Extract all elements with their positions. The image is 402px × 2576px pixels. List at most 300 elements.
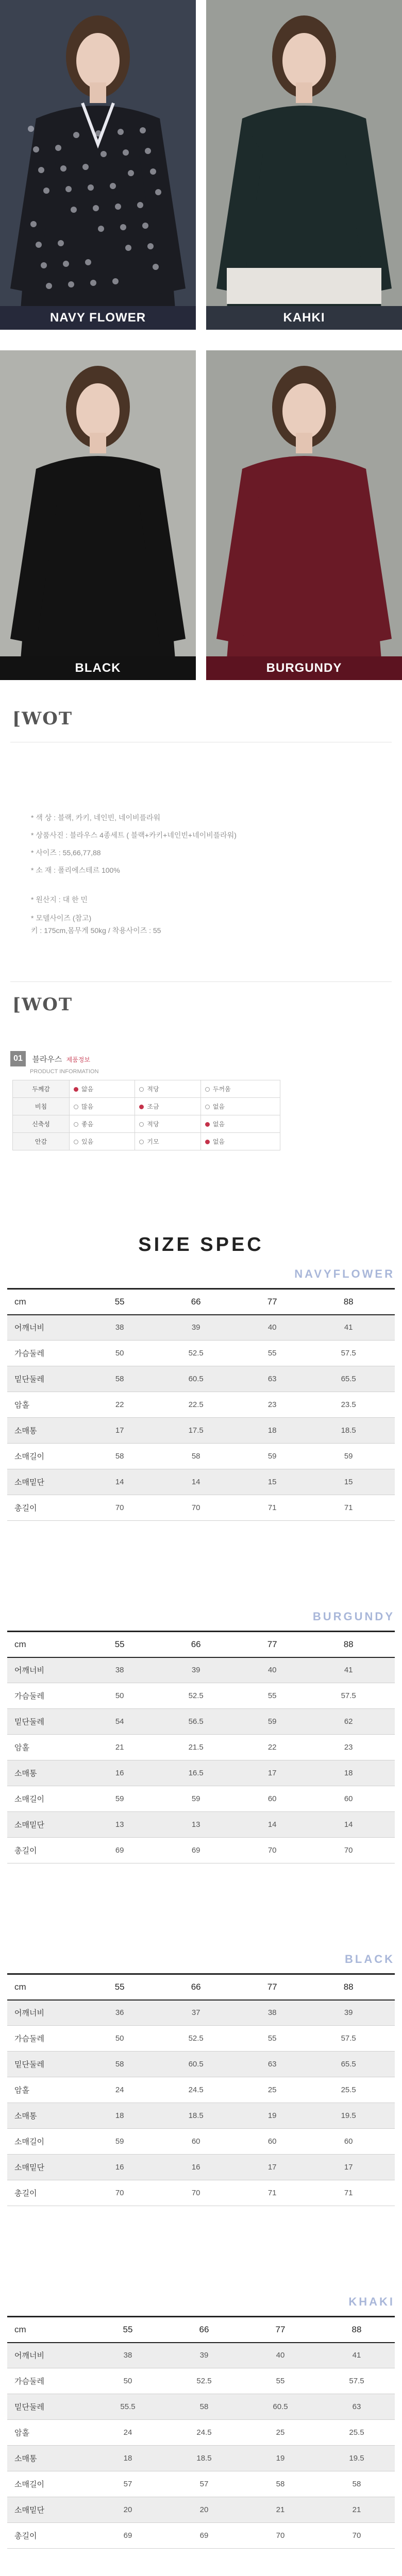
- size-cell: 41: [302, 1657, 395, 1683]
- size-row: [7, 2368, 395, 2394]
- size-cell: 암홀: [7, 2420, 90, 2446]
- dot-icon: [205, 1087, 210, 1092]
- size-cell: 38: [90, 1657, 149, 1683]
- size-cell: 22: [242, 1735, 302, 1760]
- size-cell: 41: [319, 2343, 395, 2368]
- size-cell: 60.5: [149, 1366, 242, 1392]
- color-photo-burgundy: [206, 350, 402, 680]
- option-label: 조금: [147, 1103, 159, 1110]
- size-cell: 소매통: [7, 2446, 90, 2471]
- size-cell: 59: [302, 1444, 395, 1469]
- size-row: [7, 1341, 395, 1366]
- property-label: 두께감: [13, 1080, 70, 1098]
- size-cell: 57.5: [319, 2368, 395, 2394]
- size-cell: 18: [242, 1418, 302, 1444]
- size-row: [7, 1786, 395, 1812]
- size-cell: 59: [90, 2129, 149, 2155]
- size-cell: 소매통: [7, 1760, 90, 1786]
- size-cell: 24: [90, 2420, 166, 2446]
- size-cell: 21.5: [149, 1735, 242, 1760]
- neck-shape: [296, 433, 312, 453]
- color-label: BURGUNDY: [206, 656, 402, 680]
- size-cell: 24.5: [166, 2420, 242, 2446]
- size-cell: 40: [242, 2343, 319, 2368]
- size-cell: 21: [90, 1735, 149, 1760]
- size-header-cell: 55: [90, 1289, 149, 1315]
- size-cell: 밑단둘레: [7, 2052, 90, 2077]
- divider: [10, 981, 392, 982]
- flower-print-dot: [58, 240, 64, 246]
- size-cell: 밑단둘레: [7, 2394, 90, 2420]
- size-cell: 63: [242, 2052, 302, 2077]
- size-cell: 65.5: [302, 1366, 395, 1392]
- size-cell: 54: [90, 1709, 149, 1735]
- flower-print-dot: [71, 207, 77, 213]
- size-cell: 18.5: [149, 2103, 242, 2129]
- size-cell: 25.5: [302, 2077, 395, 2103]
- size-cell: 58: [90, 1444, 149, 1469]
- size-cell: 17: [242, 1760, 302, 1786]
- flower-print-dot: [36, 242, 42, 248]
- model-illustration: [206, 350, 402, 680]
- property-option: [70, 1080, 135, 1098]
- size-cell: 14: [90, 1469, 149, 1495]
- flower-print-dot: [30, 221, 37, 227]
- size-cell: 50: [90, 2026, 149, 2052]
- size-cell: 57: [166, 2471, 242, 2497]
- size-cell: 소매밑단: [7, 1812, 90, 1838]
- size-cell: 23: [242, 1392, 302, 1418]
- flower-print-dot: [140, 127, 146, 133]
- size-cell: 가슴둘레: [7, 2368, 90, 2394]
- size-cell: 39: [149, 1315, 242, 1341]
- size-row: [7, 2026, 395, 2052]
- size-cell: 69: [90, 2523, 166, 2549]
- size-cell: 소매길이: [7, 2129, 90, 2155]
- size-row: [7, 2103, 395, 2129]
- size-cell: 밑단둘레: [7, 1709, 90, 1735]
- property-option: [70, 1115, 135, 1133]
- neck-shape: [90, 82, 106, 103]
- option-label: 두꺼움: [212, 1086, 231, 1093]
- flower-print-dot: [125, 245, 131, 251]
- flower-print-dot: [46, 283, 52, 289]
- size-spec-title: SIZE SPEC: [138, 1234, 264, 1256]
- size-row: [7, 2000, 395, 2026]
- flower-print-dot: [115, 204, 121, 210]
- color-label: KAHKI: [206, 306, 402, 330]
- size-cell: 59: [242, 1709, 302, 1735]
- size-cell: 가슴둘레: [7, 1341, 90, 1366]
- flower-print-dot: [137, 202, 143, 208]
- size-cell: 13: [149, 1812, 242, 1838]
- flower-print-dot: [118, 129, 124, 135]
- model-illustration: [206, 0, 402, 330]
- size-cell: 52.5: [149, 1683, 242, 1709]
- size-header-cell: 66: [166, 2317, 242, 2343]
- size-cell: 어깨너비: [7, 2000, 90, 2026]
- property-option: [200, 1080, 280, 1098]
- size-header-cell: 66: [149, 1632, 242, 1657]
- option-label: 있음: [81, 1138, 94, 1145]
- size-cell: 71: [302, 1495, 395, 1521]
- option-label: 기모: [147, 1138, 159, 1145]
- size-cell: 25: [242, 2420, 319, 2446]
- size-cell: 20: [166, 2497, 242, 2523]
- size-row: [7, 1657, 395, 1683]
- size-cell: 38: [90, 1315, 149, 1341]
- property-option: [135, 1098, 200, 1115]
- size-cell: 39: [302, 2000, 395, 2026]
- size-cell: 70: [302, 1838, 395, 1863]
- size-cell: 39: [166, 2343, 242, 2368]
- flower-print-dot: [155, 189, 161, 195]
- size-cell: 62: [302, 1709, 395, 1735]
- size-cell: 70: [90, 2180, 149, 2206]
- size-cell: 59: [90, 1786, 149, 1812]
- color-label: NAVY FLOWER: [0, 306, 196, 330]
- size-cell: 소매밑단: [7, 2155, 90, 2180]
- model-size-line: 키 : 175cm,몸무게 50kg / 착용사이즈 : 55: [31, 926, 161, 935]
- size-cell: 밑단둘레: [7, 1366, 90, 1392]
- size-cell: 70: [90, 1495, 149, 1521]
- size-cell: 60: [302, 1786, 395, 1812]
- flower-print-dot: [55, 145, 61, 151]
- origin-line: * 원산지 : 대 한 민: [31, 895, 88, 904]
- size-row: [7, 1392, 395, 1418]
- size-cell: 17: [242, 2155, 302, 2180]
- flower-print-dot: [98, 226, 104, 232]
- size-row: [7, 2129, 395, 2155]
- flower-print-dot: [90, 280, 96, 286]
- size-cell: 22: [90, 1392, 149, 1418]
- size-cell: 19: [242, 2103, 302, 2129]
- dot-icon: [139, 1087, 144, 1092]
- size-cell: 소매길이: [7, 1786, 90, 1812]
- option-label: 많음: [81, 1103, 94, 1110]
- fabric-line: * 소 재 : 폴리에스테르 100%: [31, 866, 120, 874]
- size-cell: 58: [166, 2394, 242, 2420]
- size-cell: 57: [90, 2471, 166, 2497]
- size-cell: 65.5: [302, 2052, 395, 2077]
- size-cell: 50: [90, 1341, 149, 1366]
- size-header-cell: 77: [242, 2317, 319, 2343]
- model-size-heading: * 모델사이즈 (참고): [31, 914, 92, 922]
- flower-print-dot: [73, 132, 79, 138]
- size-cell: 57.5: [302, 1683, 395, 1709]
- size-cell: 소매밑단: [7, 1469, 90, 1495]
- size-cell: 14: [149, 1469, 242, 1495]
- model-illustration: [0, 350, 196, 680]
- size-cell: 70: [149, 2180, 242, 2206]
- flower-print-dot: [63, 261, 69, 267]
- size-table: [7, 1288, 395, 1521]
- size-cell: 16: [90, 2155, 149, 2180]
- flower-print-dot: [128, 170, 134, 176]
- size-header-cell: 88: [302, 1632, 395, 1657]
- flower-print-dot: [100, 151, 107, 157]
- property-option: [135, 1133, 200, 1150]
- size-cell: 52.5: [149, 1341, 242, 1366]
- size-cell: 41: [302, 1315, 395, 1341]
- size-cell: 21: [242, 2497, 319, 2523]
- flower-print-dot: [82, 164, 89, 170]
- size-row: [7, 2446, 395, 2471]
- flower-print-dot: [41, 262, 47, 268]
- size-cell: 58: [319, 2471, 395, 2497]
- size-cell: 57.5: [302, 1341, 395, 1366]
- size-row: [7, 2471, 395, 2497]
- size-cell: 55: [242, 1683, 302, 1709]
- selected-dot-icon: [205, 1140, 210, 1144]
- size-header-cell: cm: [7, 1974, 90, 2000]
- size-cell: 70: [242, 1838, 302, 1863]
- fabric-property-table: [12, 1080, 280, 1150]
- property-row: [13, 1133, 280, 1150]
- brand-logo: [WOT: [12, 994, 73, 1015]
- brand-logo: [WOT: [12, 708, 73, 729]
- size-cell: 소매통: [7, 1418, 90, 1444]
- product-info-sub: 제품정보: [66, 1056, 90, 1063]
- color-hero-grid: [0, 0, 402, 680]
- size-cell: 52.5: [149, 2026, 242, 2052]
- size-cell: 17: [90, 1418, 149, 1444]
- size-row: [7, 2343, 395, 2368]
- size-cell: 71: [302, 2180, 395, 2206]
- size-cell: 69: [166, 2523, 242, 2549]
- size-table: [7, 2316, 395, 2549]
- size-cell: 55: [242, 2026, 302, 2052]
- size-cell: 암홀: [7, 2077, 90, 2103]
- size-cell: 21: [319, 2497, 395, 2523]
- dot-icon: [139, 1140, 144, 1144]
- size-row: [7, 1469, 395, 1495]
- flower-print-dot: [28, 126, 34, 132]
- flower-print-dot: [153, 264, 159, 270]
- size-row: [7, 1444, 395, 1469]
- flower-print-dot: [147, 243, 154, 249]
- size-row: [7, 1315, 395, 1341]
- layered-hem-shape: [227, 268, 381, 304]
- product-info-subtitle: PRODUCT INFORMATION: [30, 1069, 99, 1075]
- size-cell: 19.5: [302, 2103, 395, 2129]
- size-cell: 69: [149, 1838, 242, 1863]
- size-cell: 56.5: [149, 1709, 242, 1735]
- size-cell: 50: [90, 2368, 166, 2394]
- color-photo-kahki: [206, 0, 402, 330]
- size-cell: 58: [242, 2471, 319, 2497]
- flower-print-dot: [43, 188, 49, 194]
- size-cell: 25: [242, 2077, 302, 2103]
- size-cell: 40: [242, 1657, 302, 1683]
- size-header-cell: cm: [7, 2317, 90, 2343]
- size-cell: 60: [149, 2129, 242, 2155]
- size-header-cell: 66: [149, 1289, 242, 1315]
- size-cell: 18: [302, 1760, 395, 1786]
- size-cell: 가슴둘레: [7, 2026, 90, 2052]
- size-row: [7, 2497, 395, 2523]
- set-line: * 상품사진 : 블라우스 4종세트 ( 블랙+카키+네인빈+네이비플라워): [31, 831, 237, 839]
- size-cell: 71: [242, 1495, 302, 1521]
- product-info-panel: [10, 1051, 392, 1150]
- size-cell: 23: [302, 1735, 395, 1760]
- size-row: [7, 2420, 395, 2446]
- size-cell: 55.5: [90, 2394, 166, 2420]
- size-cell: 19.5: [319, 2446, 395, 2471]
- size-cell: 총길이: [7, 2523, 90, 2549]
- property-option: [200, 1115, 280, 1133]
- flower-print-dot: [150, 168, 156, 175]
- option-label: 없음: [212, 1138, 225, 1145]
- size-cell: 39: [149, 1657, 242, 1683]
- size-header-cell: 77: [242, 1632, 302, 1657]
- option-label: 좋음: [81, 1121, 94, 1128]
- neck-shape: [296, 82, 312, 103]
- size-cell: 가슴둘레: [7, 1683, 90, 1709]
- selected-dot-icon: [205, 1122, 210, 1127]
- size-row: [7, 1709, 395, 1735]
- size-header-cell: cm: [7, 1632, 90, 1657]
- size-header-cell: 77: [242, 1974, 302, 2000]
- size-cell: 71: [242, 2180, 302, 2206]
- size-header-cell: 88: [302, 1974, 395, 2000]
- flower-print-dot: [33, 146, 39, 152]
- dot-icon: [205, 1105, 210, 1109]
- option-label: 얇음: [81, 1086, 94, 1093]
- property-option: [135, 1080, 200, 1098]
- size-cell: 14: [302, 1812, 395, 1838]
- size-row: [7, 1418, 395, 1444]
- size-cell: 70: [242, 2523, 319, 2549]
- size-table-color-label: BLACK: [345, 1953, 395, 1965]
- size-cell: 18.5: [166, 2446, 242, 2471]
- size-cell: 60.5: [149, 2052, 242, 2077]
- size-cell: 17: [302, 2155, 395, 2180]
- size-cell: 24.5: [149, 2077, 242, 2103]
- flower-print-dot: [38, 167, 44, 173]
- size-header-cell: 88: [319, 2317, 395, 2343]
- size-cell: 63: [319, 2394, 395, 2420]
- size-cell: 15: [302, 1469, 395, 1495]
- size-cell: 22.5: [149, 1392, 242, 1418]
- size-cell: 총길이: [7, 2180, 90, 2206]
- property-option: [70, 1098, 135, 1115]
- dot-icon: [74, 1122, 78, 1127]
- size-cell: 55: [242, 1341, 302, 1366]
- flower-print-dot: [68, 281, 74, 287]
- option-label: 없음: [212, 1103, 225, 1110]
- size-cell: 14: [242, 1812, 302, 1838]
- size-header-cell: 66: [149, 1974, 242, 2000]
- size-table-color-label: BURGUNDY: [312, 1610, 395, 1623]
- size-cell: 총길이: [7, 1495, 90, 1521]
- product-name: 블라우스: [32, 1055, 62, 1064]
- size-row: [7, 1812, 395, 1838]
- size-cell: 50: [90, 1683, 149, 1709]
- flower-print-dot: [65, 186, 72, 192]
- model-illustration: [0, 0, 196, 330]
- size-cell: 63: [242, 1366, 302, 1392]
- size-header-cell: cm: [7, 1289, 90, 1315]
- property-option: [200, 1133, 280, 1150]
- size-cell: 어깨너비: [7, 2343, 90, 2368]
- dot-icon: [74, 1105, 78, 1109]
- color-label: BLACK: [0, 656, 196, 680]
- size-cell: 16: [90, 1760, 149, 1786]
- size-row: [7, 1838, 395, 1863]
- size-header-cell: 55: [90, 1974, 149, 2000]
- size-cell: 18.5: [302, 1418, 395, 1444]
- face-shape: [76, 33, 120, 89]
- size-cell: 70: [149, 1495, 242, 1521]
- size-cell: 59: [242, 1444, 302, 1469]
- size-row: [7, 1683, 395, 1709]
- size-cell: 23.5: [302, 1392, 395, 1418]
- property-row: [13, 1098, 280, 1115]
- size-cell: 17.5: [149, 1418, 242, 1444]
- size-cell: 25.5: [319, 2420, 395, 2446]
- size-cell: 69: [90, 1838, 149, 1863]
- size-cell: 60.5: [242, 2394, 319, 2420]
- flower-print-dot: [110, 183, 116, 189]
- property-label: 비침: [13, 1098, 70, 1115]
- flower-print-dot: [88, 184, 94, 191]
- size-table: [7, 1973, 395, 2206]
- size-cell: 19: [242, 2446, 319, 2471]
- size-cell: 소매통: [7, 2103, 90, 2129]
- flower-print-dot: [120, 224, 126, 230]
- property-row: [13, 1080, 280, 1098]
- property-label: 안감: [13, 1133, 70, 1150]
- face-shape: [76, 383, 120, 439]
- size-row: [7, 2052, 395, 2077]
- size-row: [7, 2077, 395, 2103]
- color-photo-black: [0, 350, 196, 680]
- flower-print-dot: [112, 278, 119, 284]
- size-cell: 15: [242, 1469, 302, 1495]
- size-cell: 37: [149, 2000, 242, 2026]
- property-option: [200, 1098, 280, 1115]
- size-cell: 20: [90, 2497, 166, 2523]
- size-cell: 36: [90, 2000, 149, 2026]
- size-header-cell: 55: [90, 2317, 166, 2343]
- size-cell: 60: [302, 2129, 395, 2155]
- size-cell: 40: [242, 1315, 302, 1341]
- size-cell: 어깨너비: [7, 1315, 90, 1341]
- size-table-color-label: NAVYFLOWER: [294, 1267, 395, 1280]
- size-cell: 55: [242, 2368, 319, 2394]
- size-cell: 13: [90, 1812, 149, 1838]
- color-line: * 색 상 : 블랙, 카키, 네인빈, 네이비플라워: [31, 814, 161, 822]
- flower-print-dot: [142, 223, 148, 229]
- size-row: [7, 2523, 395, 2549]
- face-shape: [282, 33, 326, 89]
- size-cell: 58: [90, 2052, 149, 2077]
- size-header-cell: 77: [242, 1289, 302, 1315]
- size-cell: 60: [242, 1786, 302, 1812]
- size-row: [7, 2155, 395, 2180]
- size-cell: 16.5: [149, 1760, 242, 1786]
- property-label: 신축성: [13, 1115, 70, 1133]
- size-cell: 총길이: [7, 1838, 90, 1863]
- size-cell: 소매길이: [7, 2471, 90, 2497]
- product-details: [31, 809, 371, 937]
- size-cell: 암홀: [7, 1392, 90, 1418]
- color-photo-navy-flower: [0, 0, 196, 330]
- size-cell: 소매밑단: [7, 2497, 90, 2523]
- property-option: [135, 1115, 200, 1133]
- size-line: * 사이즈 : 55,66,77,88: [31, 849, 101, 857]
